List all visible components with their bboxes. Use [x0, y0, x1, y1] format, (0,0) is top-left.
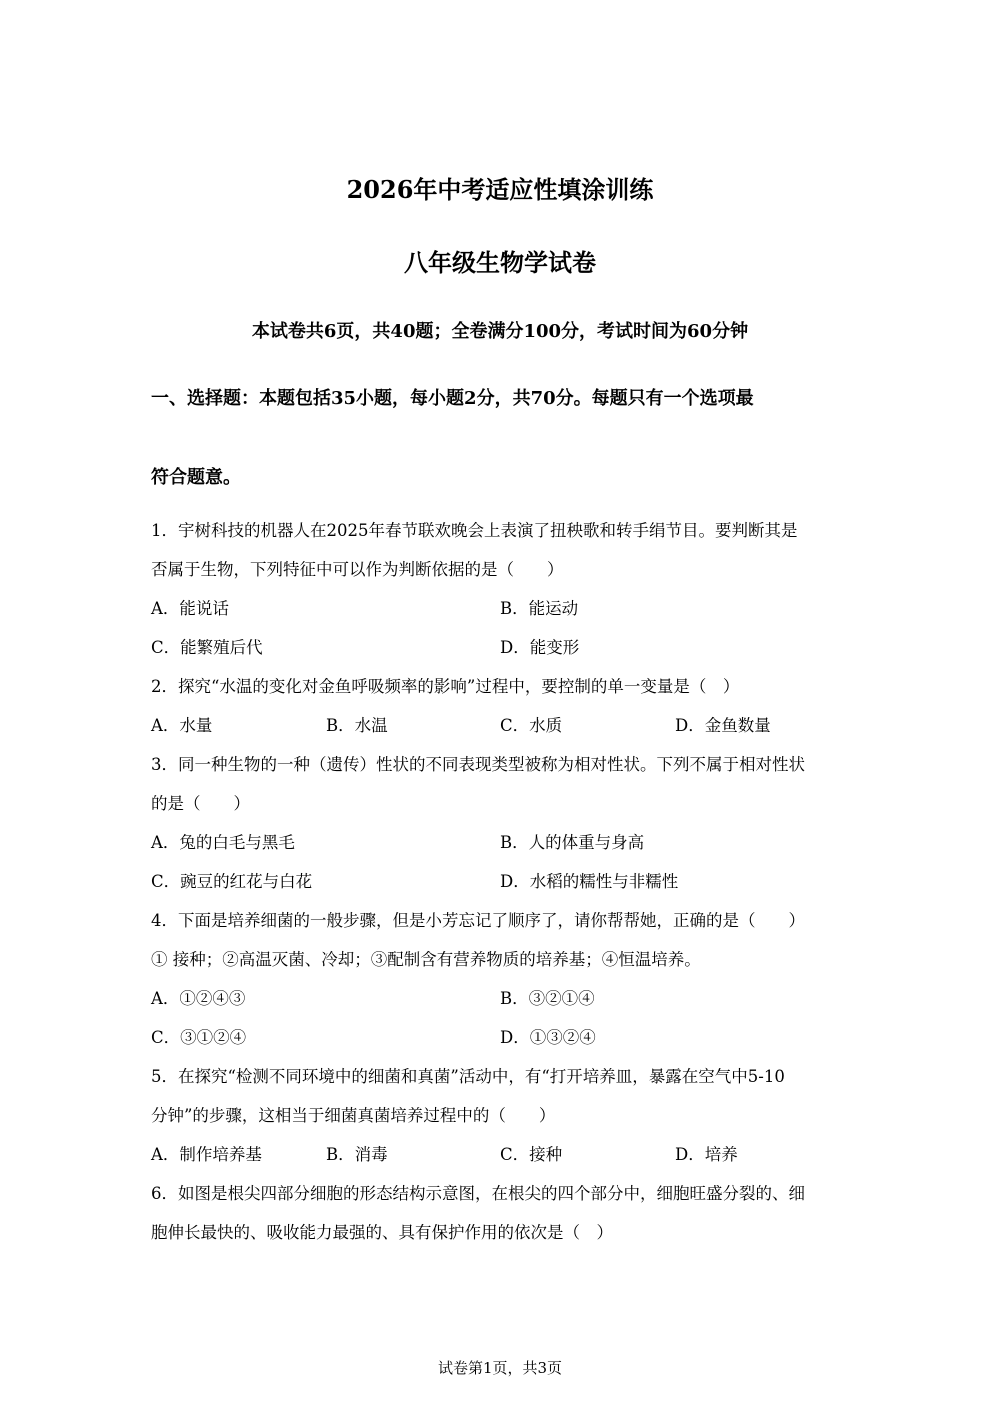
exam-subject: 八年级生物学试卷 — [404, 248, 596, 277]
page-footer: 试卷第1页，共3页 — [437, 1359, 563, 1377]
question-2-option-a[interactable]: A．水量 — [151, 716, 213, 735]
question-6-text-line-2: 胞伸长最快的、吸收能力最强的、具有保护作用的依次是（ ） — [151, 1223, 613, 1242]
question-1-option-c[interactable]: C．能繁殖后代 — [151, 638, 263, 657]
question-5-option-c[interactable]: C．接种 — [500, 1145, 563, 1164]
exam-info: 本试卷共6页，共40题；全卷满分100分，考试时间为60分钟 — [251, 321, 749, 342]
question-4-option-a[interactable]: A．①②④③ — [151, 989, 246, 1008]
question-3-option-c[interactable]: C．豌豆的红花与白花 — [151, 872, 313, 891]
question-2-option-d[interactable]: D．金鱼数量 — [675, 716, 771, 735]
question-1-text-line-1: 1．宇树科技的机器人在2025年春节联欢晚会上表演了扭秧歌和转手绢节目。要判断其是 — [151, 521, 798, 540]
question-1-option-a[interactable]: A．能说话 — [151, 599, 229, 618]
question-4-text-line-2: ① 接种；②高温灭菌、冷却；③配制含有营养物质的培养基；④恒温培养。 — [151, 950, 701, 969]
question-2-option-b[interactable]: B．水温 — [326, 716, 388, 735]
question-3-text-line-2: 的是（ ） — [151, 794, 250, 813]
section-heading-line-1: 一、选择题：本题包括35小题，每小题2分，共70分。每题只有一个选项最 — [151, 388, 754, 409]
question-5-option-a[interactable]: A．制作培养基 — [151, 1145, 262, 1164]
question-3-option-d[interactable]: D．水稻的糯性与非糯性 — [500, 872, 679, 891]
question-5-text-line-1: 5．在探究“检测不同环境中的细菌和真菌”活动中，有“打开培养皿，暴露在空气中5-10 — [151, 1067, 785, 1086]
question-3-text-line-1: 3．同一种生物的一种（遗传）性状的不同表现类型被称为相对性状。下列不属于相对性状 — [151, 755, 805, 774]
question-4-text-line-1: 4．下面是培养细菌的一般步骤，但是小芳忘记了顺序了，请你帮帮她，正确的是（ ） — [151, 911, 805, 930]
question-3-option-a[interactable]: A．兔的白毛与黑毛 — [151, 833, 295, 852]
question-4-option-c[interactable]: C．③①②④ — [151, 1028, 247, 1047]
question-5-option-d[interactable]: D．培养 — [675, 1145, 738, 1164]
exam-title: 2026年中考适应性填涂训练 — [346, 175, 654, 204]
section-heading-line-2: 符合题意。 — [151, 467, 241, 488]
question-4-option-b[interactable]: B．③②①④ — [500, 989, 595, 1008]
question-6-text-line-1: 6．如图是根尖四部分细胞的形态结构示意图，在根尖的四个部分中，细胞旺盛分裂的、细 — [151, 1184, 805, 1203]
question-1-text-line-2: 否属于生物，下列特征中可以作为判断依据的是（ ） — [151, 560, 564, 579]
question-2-text-line-1: 2．探究“水温的变化对金鱼呼吸频率的影响”过程中，要控制的单一变量是（ ） — [151, 677, 740, 696]
question-1-option-d[interactable]: D．能变形 — [500, 638, 580, 657]
question-3-option-b[interactable]: B．人的体重与身高 — [500, 833, 645, 852]
question-1-option-b[interactable]: B．能运动 — [500, 599, 579, 618]
question-5-text-line-2: 分钟”的步骤，这相当于细菌真菌培养过程中的（ ） — [151, 1106, 556, 1125]
question-2-option-c[interactable]: C．水质 — [500, 716, 563, 735]
question-5-option-b[interactable]: B．消毒 — [326, 1145, 388, 1164]
question-4-option-d[interactable]: D．①③②④ — [500, 1028, 596, 1047]
